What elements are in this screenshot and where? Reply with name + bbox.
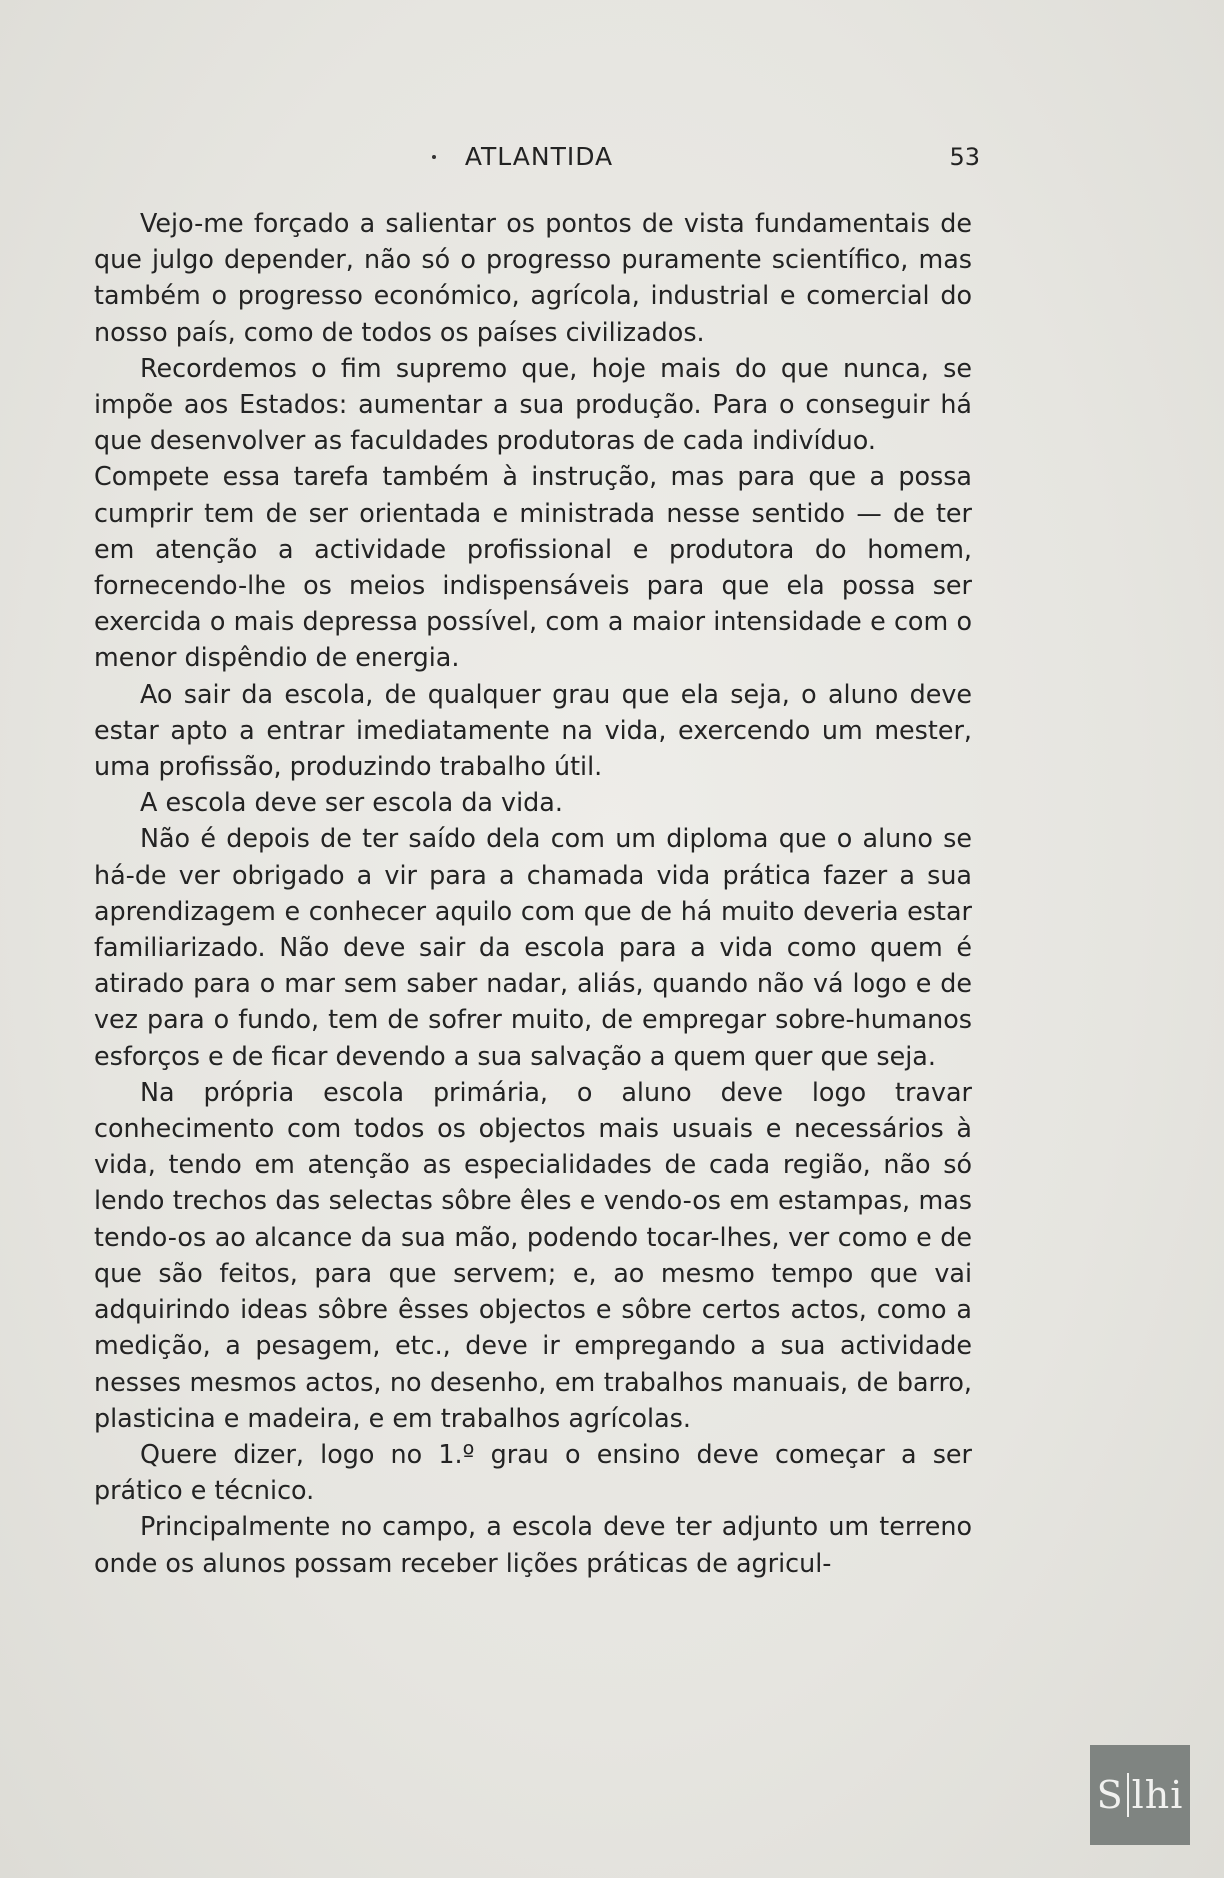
paragraph: Recordemos o fim supremo que, hoje mais do que nunca, se impõe aos Estados: aumentar a sua produção. Para o conseguir há que desenvolver as faculdades produtoras de cada indivíduo. [94,352,972,456]
paragraph: A escola deve ser escola da vida. [140,787,563,818]
stamp-letter-s: S [1096,1773,1124,1817]
body-text [94,205,972,1581]
stamp-letters-hi: hi [1144,1773,1184,1817]
library-stamp-logo [1090,1745,1190,1845]
page-header [94,142,984,172]
page-number: 53 [949,143,980,171]
stamp-letter-l: l [1127,1773,1145,1817]
paragraph: Vejo-me forçado a salientar os pontos de vista fundamentais de que julgo depender, não só o progresso puramente scientífico, mas também o progresso económico, agrícola, industrial e comercial do nosso país, como de todos os países civilizados. [94,208,972,347]
paragraph: Na própria escola primária, o aluno deve logo travar conhecimento com todos os objectos mais usuais e necessários à vida, tendo em atenção as especialidades de cada região, não só lendo trechos das selectas sôbre êles e vendo-os em estampas, mas tendo-os ao alcance da sua mão, podendo tocar-lhes, ver como e de que são feitos, para que servem; e, ao mesmo tempo que vai adquirindo ideas sôbre êsses objectos e sôbre certos actos, como a medição, a pesagem, etc., deve ir empregando a sua actividade nesses mesmos actos, no desenho, em trabalhos manuais, de barro, plasticina e madeira, e em trabalhos agrícolas. [94,1076,972,1433]
paragraph: Ao sair da escola, de qualquer grau que ela seja, o aluno deve estar apto a entrar imediatamente na vida, exercendo um mester, uma profissão, produzindo trabalho útil. [94,678,972,782]
paragraph: Compete essa tarefa também à instrução, mas para que a possa cumprir tem de ser orientada e ministrada nesse sentido — de ter em atenção a actividade profissional e produtora do homem, fornecendo-lhe os meios indispensáveis para que ela possa ser exercida o mais depressa possível, com a maior intensidade e com o menor dispêndio de energia. [94,461,972,673]
paragraph: Não é depois de ter saído dela com um diploma que o aluno se há-de ver obrigado a vir para a chamada vida prática fazer a sua aprendizagem e conhecer aquilo com que de há muito deveria estar familiarizado. Não deve sair da escola para a vida como quem é atirado para o mar sem saber nadar, aliás, quando não vá logo e de vez para o fundo, tem de sofrer muito, de empregar sobre-humanos esforços e de ficar devendo a sua salvação a quem quer que seja. [94,823,972,1071]
running-title: ATLANTIDA [464,142,614,171]
paragraph: Principalmente no campo, a escola deve ter adjunto um terreno onde os alunos possam receber lições práticas de agricul- [94,1511,972,1578]
paragraph: Quere dizer, logo no 1.º grau o ensino deve começar a ser prático e técnico. [94,1438,972,1506]
